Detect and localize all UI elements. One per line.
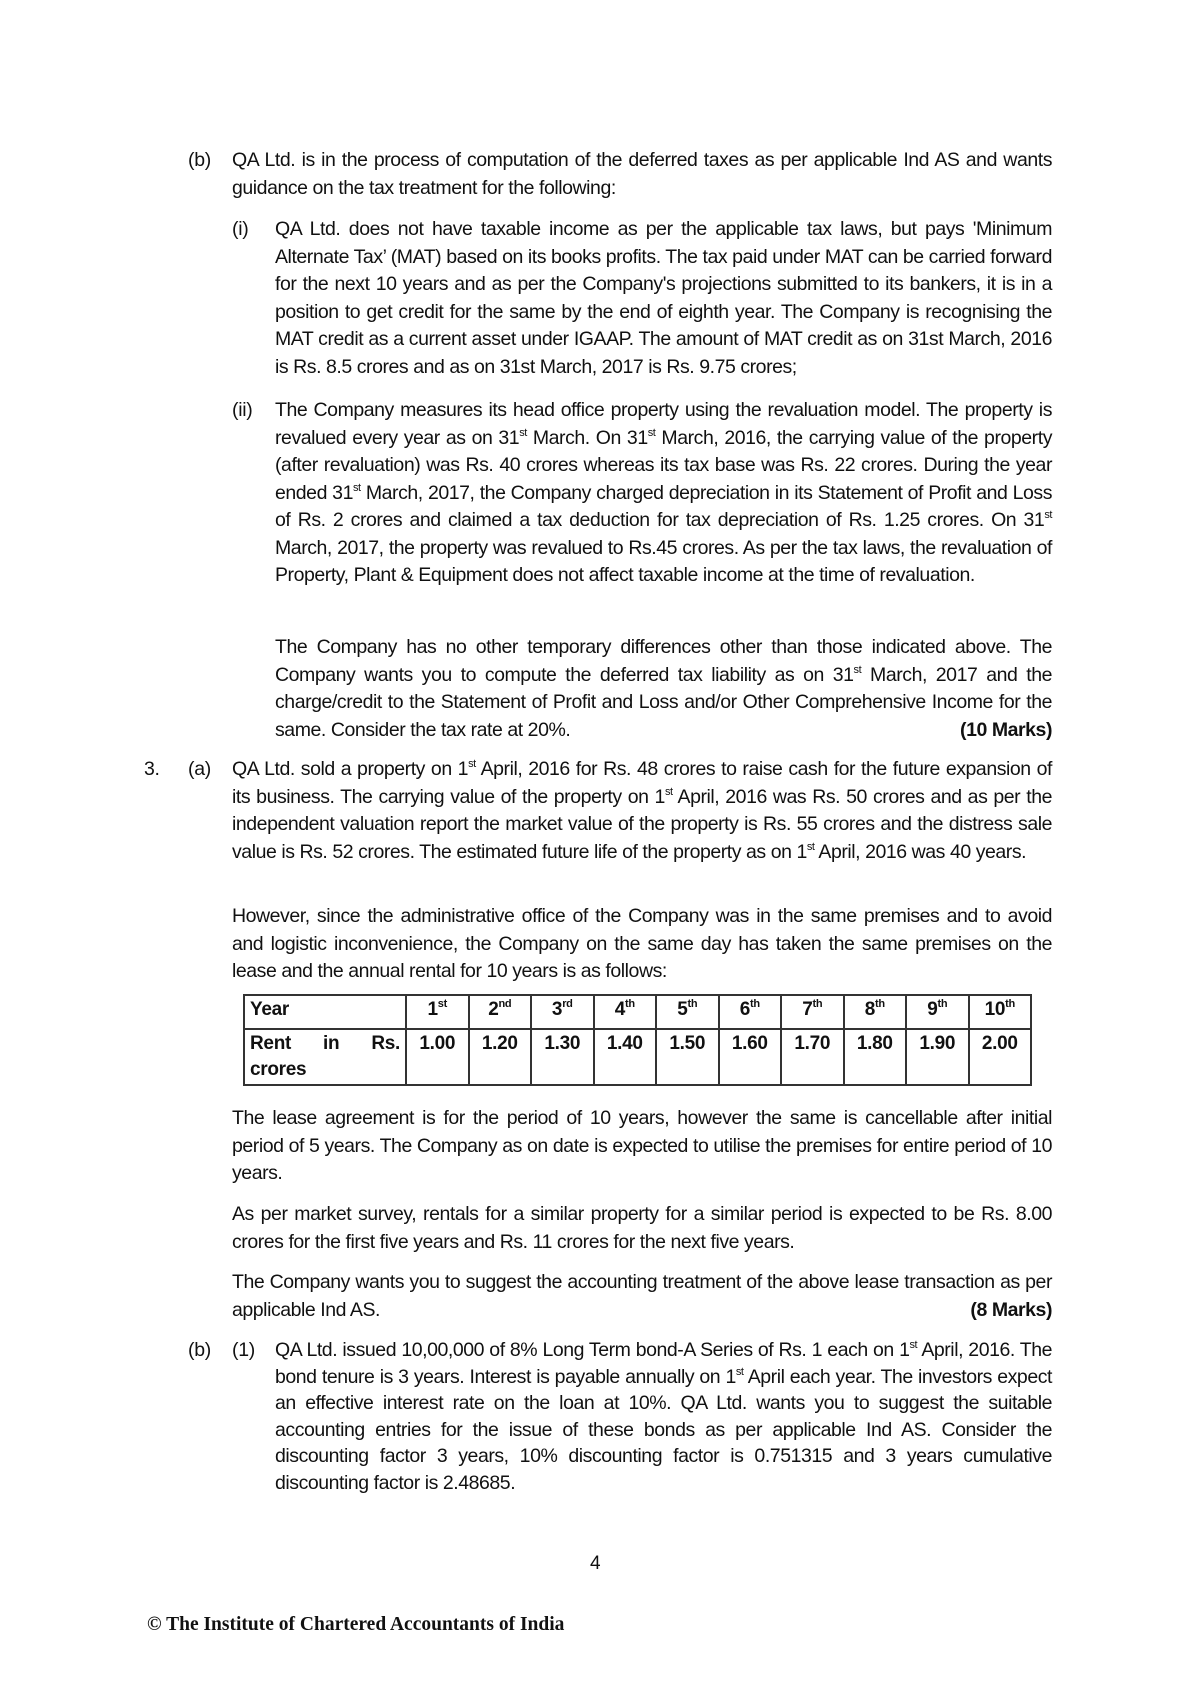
rent-cell: 1.60	[719, 1029, 782, 1085]
year-header: Year	[244, 995, 406, 1029]
rent-cell: 1.70	[781, 1029, 844, 1085]
q3b-text: QA Ltd. issued 10,00,000 of 8% Long Term bond-A Series of Rs. 1 each on 1st April, 2016. The bond tenure is 3 years. Interest is payable annually on 1st April each year. The investors expect an effective interest rate on the loan at 10%. QA Ltd. wants you to suggest the suitable accounting entries for the issue of these bonds as per applicable Ind AS. Consider the discounting factor 3 years, 10% discounting factor is 0.751315 and 3 years cumulative discounting factor is 2.48685.	[275, 1339, 1052, 1494]
q2b-intro: QA Ltd. is in the process of computation of the deferred taxes as per applicable Ind AS and wants guidance on the tax treatment for the following:	[232, 149, 1052, 199]
q2b-ii-text: The Company measures its head office property using the revaluation model. The property is revalued every year as on 31st March. On 31st March, 2016, the carrying value of the property (after revaluation) was Rs. 40 crores whereas its tax base was Rs. 22 crores. During the year ended 31st March, 2017, the Company charged depreciation in its Statement of Profit and Loss of Rs. 2 crores and claimed a tax deduction for tax depreciation of Rs. 1.25 crores. On 31st March, 2017, the property was revalued to Rs.45 crores. As per the tax laws, the revaluation of Property, Plant & Equipment does not affect taxable income at the time of revaluation.	[275, 399, 1053, 586]
rent-cell: 1.40	[594, 1029, 657, 1085]
year-cell: 9th	[906, 995, 969, 1029]
q2b-closing: The Company has no other temporary differences other than those indicated above. The Company wants you to compute the deferred tax liability as on 31st March, 2017 and the charge/credit to the Statement of Profit and Loss and/or Other Comprehensive Income for the same. Consider the tax rate at 20%. (10 Marks)	[275, 634, 1052, 744]
q2b-marks: (10 Marks)	[960, 718, 1052, 741]
q3b-sub-label: (1)	[232, 1339, 255, 1361]
rent-cell: 1.00	[406, 1029, 469, 1085]
rent-header: Rent in Rs. crores	[244, 1029, 406, 1085]
year-cell: 7th	[781, 995, 844, 1029]
year-cell: 8th	[844, 995, 907, 1029]
rent-cell: 1.90	[906, 1029, 969, 1085]
year-cell: 2nd	[469, 995, 532, 1029]
q3a-para4: As per market survey, rentals for a similar property for a similar period is expected to be Rs. 8.00 crores for the first five years and Rs. 11 crores for the next five years.	[232, 1203, 1052, 1253]
q2b-ii-label: (ii)	[232, 399, 253, 421]
q3a-label: (a)	[188, 758, 211, 780]
year-cell: 6th	[719, 995, 782, 1029]
year-cell: 4th	[594, 995, 657, 1029]
q2b-i-text: QA Ltd. does not have taxable income as per the applicable tax laws, but pays 'Minimum Alternate Tax’ (MAT) based on its books profits. The tax paid under MAT can be carried forward for the next 10 years and as per the Company's projections submitted to its bankers, it is in a position to get credit for the same by the end of eighth year. The Company is recognising the MAT credit as a current asset under IGAAP. The amount of MAT credit as on 31st March, 2016 is Rs. 8.5 crores and as on 31st March, 2017 is Rs. 9.75 crores;	[275, 218, 1052, 378]
q3a-para1: QA Ltd. sold a property on 1st April, 2016 for Rs. 48 crores to raise cash for the future expansion of its business. The carrying value of the property on 1st April, 2016 was Rs. 50 crores and as per the independent valuation report the market value of the property is Rs. 55 crores and the distress sale value is Rs. 52 crores. The estimated future life of the property as on 1st April, 2016 was 40 years.	[232, 758, 1053, 863]
rent-cell: 1.20	[469, 1029, 532, 1085]
rent-cell: 1.80	[844, 1029, 907, 1085]
year-cell: 3rd	[531, 995, 594, 1029]
q3b-label: (b)	[188, 1339, 211, 1361]
rent-cell: 1.30	[531, 1029, 594, 1085]
lease-rental-table	[243, 994, 1032, 1086]
table-row-year	[244, 995, 1031, 1029]
table-row-rent	[244, 1029, 1031, 1085]
footer-copyright: © The Institute of Chartered Accountants of India	[147, 1614, 565, 1635]
q2b-i-label: (i)	[232, 218, 249, 240]
q3a-para5: The Company wants you to suggest the accounting treatment of the above lease transaction as per applicable Ind AS. (8 Marks)	[232, 1269, 1052, 1324]
q3a-para3: The lease agreement is for the period of 10 years, however the same is cancellable after initial period of 5 years. The Company as on date is expected to utilise the premises for entire period of 10 years.	[232, 1107, 1052, 1184]
rent-cell: 1.50	[656, 1029, 719, 1085]
year-cell: 1st	[406, 995, 469, 1029]
rent-cell: 2.00	[969, 1029, 1032, 1085]
q3-number: 3.	[144, 758, 160, 780]
q3a-para2: However, since the administrative office of the Company was in the same premises and to avoid and logistic inconvenience, the Company on the same day has taken the same premises on the lease and the annual rental for 10 years is as follows:	[232, 905, 1052, 982]
year-cell: 5th	[656, 995, 719, 1029]
year-cell: 10th	[969, 995, 1032, 1029]
q2b-label: (b)	[188, 149, 211, 171]
q3a-marks: (8 Marks)	[970, 1298, 1052, 1321]
page-number: 4	[590, 1553, 601, 1574]
